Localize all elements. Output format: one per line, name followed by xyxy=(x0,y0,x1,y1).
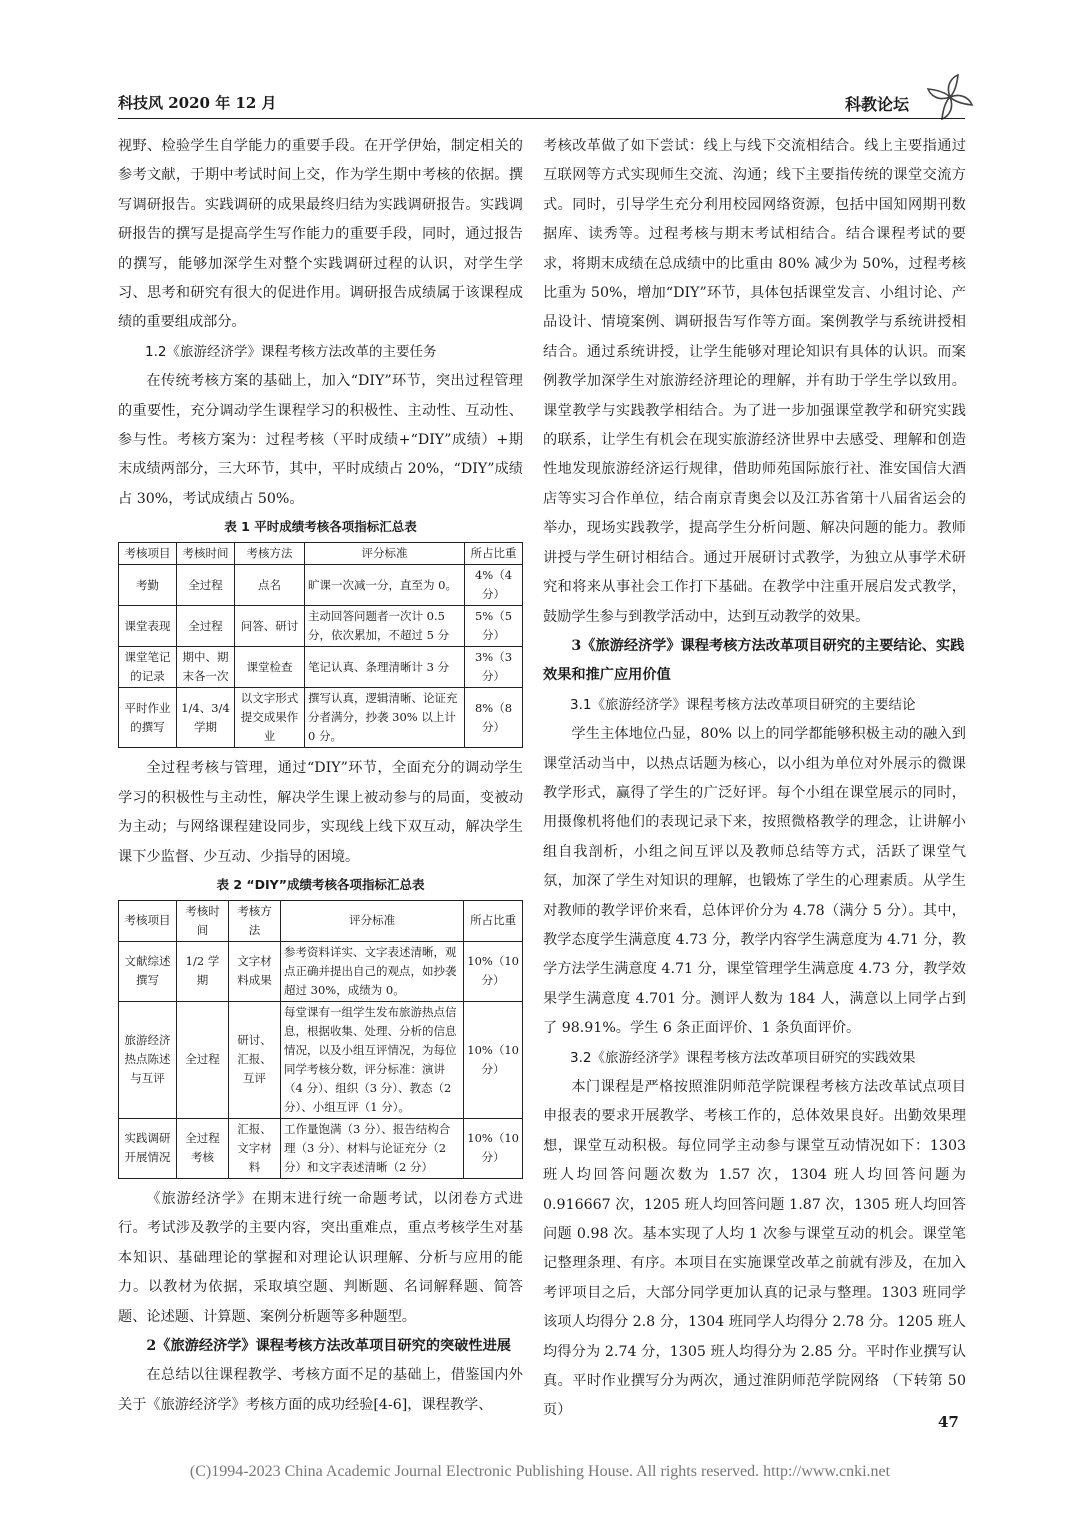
table-header: 所占比重 xyxy=(465,543,523,565)
paragraph-text: 本门课程是严格按照淮阴师范学院课程考核方法改革试点项目申报表的要求开展教学、考核工作的，总体效果良好。出勤效果理想，课堂互动积极。每位同学主动参与课堂互动情况如下：1303 班人均回答问题次数为 1.57 次，1304 班人均回答问题为 0.916667 次，1205 班人均回答问题 1.87 次，1305 班人均回答问题 0.98 次。基本实现了人均 1 次参与课堂互动的机会。课堂笔记整理条理、有序。本项目在实施课堂改革之前就有涉及，在加入考评项目之后，大部分同学更加认真的记录与整理。1303 班同学该项人均得分 2.8 分，1304 班同学人均得分 2.78 分。1205 班人均得分为 2.74 分，1305 班人均得分为 2.85 分。平时作业撰写认真。平时作业撰写分为两次，通过淮阴师范学院网络 xyxy=(543,1079,966,1390)
paragraph: 全过程考核与管理，通过“DIY”环节，全面充分的调动学生学习的积极性与主动性，解决学生课上被动参与的局面，变被动为主动；与网络课程建设同步，实现线上线下双互动，解决学生课下少监督、少互动、少指导的困境。 xyxy=(118,760,523,865)
table-cell: 旷课一次减一分，直至为 0。 xyxy=(305,565,465,606)
table-cell: 旅游经济热点陈述与互评 xyxy=(119,1001,177,1118)
table-cell: 全过程考核 xyxy=(177,1118,229,1178)
table-cell: 考勤 xyxy=(119,565,177,606)
table-cell: 5%（5 分） xyxy=(465,606,523,647)
table-cell: 参考资料详实、文字表述清晰，观点正确并提出自己的观点，如抄袭超过 30%，成绩为 0。 xyxy=(281,941,464,1001)
table-2 xyxy=(118,900,523,1179)
page-number: 47 xyxy=(938,1413,959,1431)
table-cell: 撰写认真，逻辑清晰、论证充分者满分，抄袭 30% 以上计 0 分。 xyxy=(305,688,465,748)
table-cell: 10%（10 分） xyxy=(464,941,523,1001)
table-header: 评分标准 xyxy=(305,543,465,565)
table-header: 考核时间 xyxy=(177,900,229,941)
table-cell: 课堂表现 xyxy=(119,606,177,647)
table-cell: 全过程 xyxy=(177,565,235,606)
paragraph: 在传统考核方案的基础上，加入“DIY”环节，突出过程管理的重要性，充分调动学生课程学习的积极性、主动性、互动性、参与性。考核方案为：过程考核（平时成绩+“DIY”成绩）+期末成绩两部分，三大环节，其中，平时成绩占 20%，“DIY”成绩占 30%，考试成绩占 50%。 xyxy=(118,373,523,507)
table-header: 考核项目 xyxy=(119,900,177,941)
table-row xyxy=(119,1118,523,1178)
paragraph xyxy=(543,1073,966,1426)
table-cell: 问答、研讨 xyxy=(235,606,305,647)
table-header: 所占比重 xyxy=(464,900,523,941)
section-title: 科教论坛 xyxy=(845,95,910,114)
table-cell: 课堂笔记的记录 xyxy=(119,647,177,688)
paragraph: 《旅游经济学》在期末进行统一命题考试，以闭卷方式进行。考试涉及教学的主要内容，突出重难点，重点考核学生对基本知识、基础理论的掌握和对理论认识理解、分析与应用的能力。以教材为依据，采取填空题、判断题、名词解释题、简答题、论述题、计算题、案例分析题等多种题型。 xyxy=(118,1190,523,1325)
table-cell: 笔记认真、条理清晰计 3 分 xyxy=(305,647,465,688)
journal-issue: 科技风 2020 年 12 月 xyxy=(118,94,277,112)
paragraph: 视野、检验学生自学能力的重要手段。在开学伊始，制定相关的参考文献，于期中考试时间上交，作为学生期中考核的依据。撰写调研报告。实践调研的成果最终归结为实践调研报告。实践调研报告的撰写是提高学生写作能力的重要手段，同时，通过报告的撰写，能够加深学生对整个实践调研过程的认识，对学生学习、思考和研究有很大的促进作用。调研报告成绩属于该课程成绩的重要组成部分。 xyxy=(118,138,523,331)
table-cell: 点名 xyxy=(235,565,305,606)
table-caption: 表 2 “DIY”成绩考核各项指标汇总表 xyxy=(216,876,425,892)
table-cell: 研讨、汇报、互评 xyxy=(229,1001,281,1118)
table-cell: 8%（8 分） xyxy=(465,688,523,748)
header-rule xyxy=(118,118,965,119)
table-caption: 表 1 平时成绩考核各项指标汇总表 xyxy=(224,519,417,535)
paragraph: 学生主体地位凸显，80% 以上的同学都能够积极主动的融入到课堂活动当中，以热点话题为核心，以小组为单位对外展示的微课教学形式，赢得了学生的广泛好评。每个小组在课堂展示的同时，用摄像机将他们的表现记录下来，按照微格教学的理念，让讲解小组自我剖析，小组之间互评以及教师总结等方式，活跃了课堂气氛，加深了学生对知识的理解，也锻炼了学生的心理素质。从学生对教师的教学评价来看，总体评价分为 4.78（满分 5 分）。其中，教学态度学生满意度 4.73 分，教学内容学生满意度为 4.71 分，教学方法学生满意度 4.71 分，课堂管理学生满意度 4.73 分，教学效果学生满意度 4.701 分。测评人数为 184 人，满意以上同学占到了 98.91%。学生 6 条正面评价、1 条负面评价。 xyxy=(543,726,966,1037)
right-column xyxy=(543,132,966,1426)
table-1 xyxy=(118,542,523,748)
section-heading: 2《旅游经济学》课程考核方法改革项目研究的突破性进展 xyxy=(146,1337,511,1354)
table-header: 评分标准 xyxy=(281,900,464,941)
table-cell: 工作量饱满（3 分）、报告结构合理（3 分）、材料与论证充分（2 分）和文字表述清晰（2 分） xyxy=(281,1118,464,1178)
table-header: 考核项目 xyxy=(119,543,177,565)
table-cell: 每堂课有一组学生发布旅游热点信息，根据收集、处理、分析的信息情况，以及小组互评情况，为每位同学考核分数，评分标准：演讲（4 分）、组织（3 分）、教态（2 分）、小组互评（1 分）。 xyxy=(281,1001,464,1118)
table-header-row xyxy=(119,543,523,565)
table-cell: 4%（4 分） xyxy=(465,565,523,606)
table-cell: 10%（10 分） xyxy=(464,1118,523,1178)
table-cell: 以文字形式提交成果作业 xyxy=(235,688,305,748)
section-heading: 3《旅游经济学》课程考核方法改革项目研究的主要结论、实践效果和推广应用价值 xyxy=(543,637,965,684)
journal-logo-icon xyxy=(925,72,975,122)
table-row xyxy=(119,647,523,688)
table-row xyxy=(119,565,523,606)
table-cell: 文献综述撰写 xyxy=(119,941,177,1001)
table-header: 考核时间 xyxy=(177,543,235,565)
table-cell: 10%（10 分） xyxy=(464,1001,523,1118)
table-cell: 3%（3 分） xyxy=(465,647,523,688)
subsection-heading: 3.2《旅游经济学》课程考核方法改革项目研究的实践效果 xyxy=(570,1049,916,1066)
table-header: 考核方法 xyxy=(235,543,305,565)
table-cell: 主动回答问题者一次计 0.5 分，依次累加，不超过 5 分 xyxy=(305,606,465,647)
table-row xyxy=(119,606,523,647)
table-cell: 1/2 学期 xyxy=(177,941,229,1001)
table-cell: 汇报、文字材料 xyxy=(229,1118,281,1178)
table-header: 考核方法 xyxy=(229,900,281,941)
table-cell: 实践调研开展情况 xyxy=(119,1118,177,1178)
table-row xyxy=(119,1001,523,1118)
table-cell: 全过程 xyxy=(177,606,235,647)
table-cell: 全过程 xyxy=(177,1001,229,1118)
table-row xyxy=(119,688,523,748)
table-header-row xyxy=(119,900,523,941)
subsection-heading: 3.1《旅游经济学》课程考核方法改革项目研究的主要结论 xyxy=(570,696,916,713)
copyright-footer: (C)1994-2023 China Academic Journal Electronic Publishing House. All rights reserved. http://www.cnki.net xyxy=(189,1463,891,1480)
table-cell: 平时作业的撰写 xyxy=(119,688,177,748)
table-cell: 文字材料成果 xyxy=(229,941,281,1001)
paragraph: 在总结以往课程教学、考核方面不足的基础上，借鉴国内外关于《旅游经济学》考核方面的成功经验[4-6]，课程教学、 xyxy=(118,1367,523,1413)
table-cell: 1/4、3/4 学期 xyxy=(177,688,235,748)
continuation-note: （下转第 50 页） xyxy=(543,1373,966,1419)
left-column xyxy=(118,132,523,1420)
table-row xyxy=(119,941,523,1001)
table-cell: 期中、期末各一次 xyxy=(177,647,235,688)
table-cell: 课堂检查 xyxy=(235,647,305,688)
subsection-heading: 1.2《旅游经济学》课程考核方法改革的主要任务 xyxy=(145,343,437,360)
paragraph: 考核改革做了如下尝试：线上与线下交流相结合。线上主要指通过互联网等方式实现师生交流、沟通；线下主要指传统的课堂交流方式。同时，引导学生充分利用校园网络资源，包括中国知网期刊数据库、读秀等。过程考核与期末考试相结合。结合课程考试的要求，将期末成绩在总成绩中的比重由 80% 减少为 50%，过程考核比重为 50%，增加“DIY”环节，具体包括课堂发言、小组讨论、产品设计、情境案例、调研报告写作等方面。案例教学与系统讲授相结合。通过系统讲授，让学生能够对理论知识有具体的认识。而案例教学加深学生对旅游经济理论的理解，并有助于学生学以致用。课堂教学与实践教学相结合。为了进一步加强课堂教学和研究实践的联系，让学生有机会在现实旅游经济世界中去感受、理解和创造性地发现旅游经济运行规律，借助师苑国际旅行社、淮安国信大酒店等实习合作单位，结合南京青奥会以及江苏省第十八届省运会的举办，现场实践教学，提高学生分析问题、解决问题的能力。教师讲授与学生研讨相结合。通过开展研讨式教学，为独立从事学术研究和将来从事社会工作打下基础。在教学中注重开展启发式教学，鼓励学生参与到教学活动中，达到互动教学的效果。 xyxy=(543,138,966,625)
